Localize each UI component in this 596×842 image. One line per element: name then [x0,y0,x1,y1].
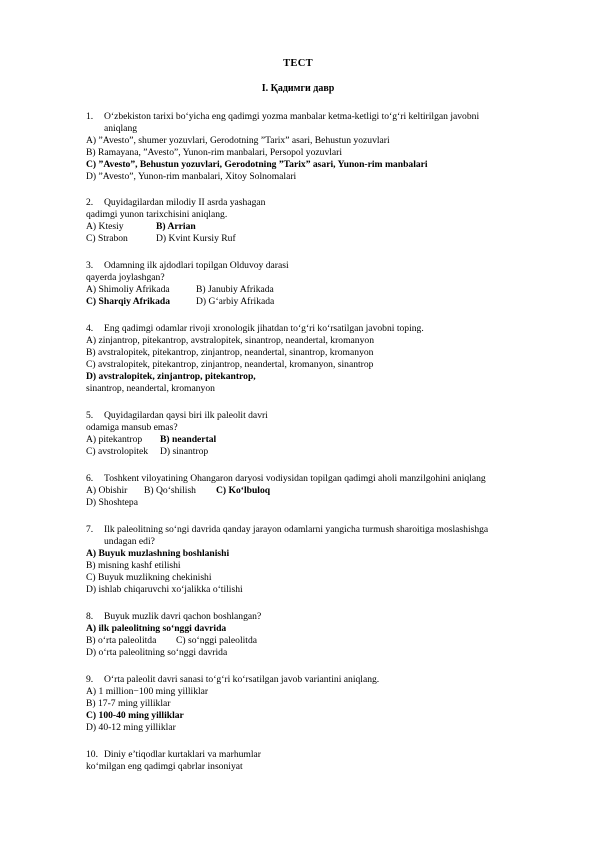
question-text: Diniy e’tiqodlar kurtaklari va marhumlar [104,749,262,760]
answer-option: C) avstralopitek, pitekantrop, zinjantrop, neandertal, kromanyon, sinantrop [86,359,374,370]
question-2 [86,197,265,209]
question-1-text-cont: aniqlang [104,123,138,134]
answer-row [86,434,216,446]
answer-option: D) sinantrop [160,446,209,457]
question-text: Buyuk muzlik davri qachon boshlangan? [104,611,262,622]
answer-option: D) G‘arbiy Afrikada [196,296,275,307]
answer-option-correct: C) Ko‘lbuloq [216,485,271,496]
answer-row [86,221,196,233]
question-10 [86,749,261,761]
question-number: 1. [86,111,94,122]
section-heading: I. Қадимги давр [261,83,335,94]
answer-option: B) misning kashf etilishi [86,560,181,571]
question-number: 8. [86,611,94,622]
question-number: 7. [86,524,94,535]
answer-option: C) so‘nggi paleolitda [176,635,257,646]
question-3 [86,260,289,272]
answer-option: D) ”Avesto”, Yunon-rim manbalari, Xitoy Solnomalari [86,171,297,182]
answer-option: D) o‘rta paleolitning so‘nggi davrida [86,647,228,658]
answer-option-correct: C) Sharqiy Afrikada [86,296,171,307]
answer-option: D) Shoshtepa [86,497,138,508]
question-text: Quyidagilardan qaysi biri ilk paleolit davri [104,410,268,421]
answer-option: A) 1 million−100 ming yilliklar [86,686,209,697]
question-10-text-cont: ko‘milgan eng qadimgi qabrlar insoniyat [86,761,243,772]
answer-option: A) ”Avesto”, shumer yozuvlari, Gerodotning ”Tarix” asari, Behustun yozuvlari [86,135,390,146]
answer-option: C) avstrolopitek [86,446,149,457]
document-title: ТЕСТ [283,58,313,69]
question-6 [86,473,486,485]
question-text: O‘zbekiston tarixi bo‘yicha eng qadimgi yozma manbalar ketma-ketligi to‘g‘ri keltirilgan javobni [104,111,480,122]
answer-row [86,296,274,308]
answer-option: A) zinjantrop, pitekantrop, avstralopitek, sinantrop, neandertal, kromanyon [86,335,374,346]
answer-option: A) Ktesiy [86,221,124,232]
answer-row [86,485,270,497]
question-7-text-cont: undagan edi? [104,536,155,547]
answer-option: A) Obishir [86,485,128,496]
question-1 [86,111,479,123]
question-text: Ilk paleolitning so‘ngi davrida qanday jarayon odamlarni yangicha turmush sharoitiga moslashishga [104,524,489,535]
question-3-text-cont: qayerda joylashgan? [86,272,165,283]
answer-option: D) Kvint Kursiy Ruf [156,233,236,244]
answer-row [86,635,257,647]
question-text: Odamning ilk ajdodlari topilgan Olduvoy darasi [104,260,289,271]
answer-option-correct: D) avstralopitek, zinjantrop, pitekantrop, [86,371,256,382]
answer-option-correct: A) Buyuk muzlashning boshlanishi [86,548,230,559]
answer-option: D) ishlab chiqaruvchi xo‘jalikka o‘tilishi [86,584,243,595]
answer-option: D) 40-12 ming yilliklar [86,722,176,733]
question-number: 2. [86,197,94,208]
question-number: 9. [86,674,94,685]
question-9 [86,674,379,686]
answer-option: B) o‘rta paleolitda [86,635,157,646]
answer-option: B) avstralopitek, pitekantrop, zinjantrop, neandertal, sinantrop, kromanyon [86,347,374,358]
answer-option: A) Shimoliy Afrikada [86,284,170,295]
answer-option: B) 17-7 ming yilliklar [86,698,171,709]
answer-option: B) Qo‘shilish [144,485,196,496]
answer-option: A) pitekantrop [86,434,143,445]
question-7 [86,524,488,536]
answer-option: B) Ramayana, ”Avesto”, Yunon-rim manbalari, Persopol yozuvlari [86,147,343,158]
answer-option-correct: B) Arrian [156,221,196,232]
answer-option-correct: C) ”Avesto”, Behustun yozuvlari, Gerodotning ”Tarix” asari, Yunon-rim manbalari [86,159,428,170]
question-5-text-cont: odamiga mansub emas? [86,422,178,433]
answer-option: C) Buyuk muzlikning chekinishi [86,572,212,583]
answer-option-cont: sinantrop, neandertal, kromanyon [86,383,215,394]
answer-option: B) Janubiy Afrikada [196,284,274,295]
answer-row [86,284,274,296]
question-number: 10. [86,749,98,760]
answer-option-correct: B) neandertal [160,434,217,445]
question-text: Eng qadimgi odamlar rivoji xronologik jihatdan to‘g‘ri ko‘rsatilgan javobni toping. [104,323,424,334]
question-text: Quyidagilardan milodiy II asrda yashagan [104,197,266,208]
question-2-text-cont: qadimgi yunon tarixchisini aniqlang. [86,209,228,220]
question-number: 6. [86,473,94,484]
question-8 [86,611,261,623]
question-number: 5. [86,410,94,421]
answer-option: C) Strabon [86,233,128,244]
answer-option-correct: C) 100-40 ming yilliklar [86,710,184,721]
question-5 [86,410,268,422]
answer-option-correct: A) ilk paleolitning so‘nggi davrida [86,623,227,634]
question-number: 3. [86,260,94,271]
answer-row [86,446,208,458]
question-text: O‘rta paleolit davri sanasi to‘g‘ri ko‘rsatilgan javob variantini aniqlang. [104,674,380,685]
question-number: 4. [86,323,94,334]
answer-row [86,233,236,245]
question-4 [86,323,424,335]
question-text: Toshkent viloyatining Ohangaron daryosi vodiysidan topilgan qadimgi aholi manzilgohini aniqlang [104,473,486,484]
